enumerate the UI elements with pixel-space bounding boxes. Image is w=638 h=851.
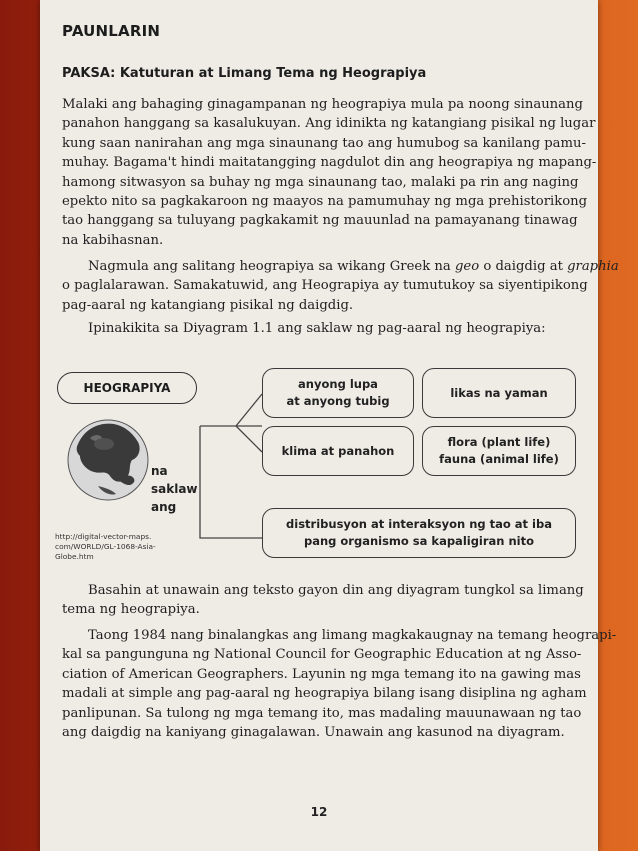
paragraph-line <box>62 257 619 276</box>
paragraph-line: pag-aaral ng katangiang pisikal ng daigdig. <box>62 297 354 313</box>
scope-box-anyong-lupa <box>262 368 414 418</box>
paragraph-line: na kabihasnan. <box>62 232 164 248</box>
paragraph-line: ang daigdig na kaniyang ginagalawan. Unawain ang kasunod na diyagram. <box>62 725 565 741</box>
section-heading: PAUNLARIN <box>62 22 161 40</box>
credit-line: com/WORLD/GL-1068-Asia- <box>55 542 156 551</box>
scope-box-flora-fauna <box>422 426 576 476</box>
paragraph-line: Taong 1984 nang binalangkas ang limang magkakaugnay na temang heograpi- <box>88 628 617 643</box>
paragraph-line: panlipunan. Sa tulong ng mga temang ito, mas madaling mauunawaan ng tao <box>62 705 582 721</box>
book-page <box>40 0 619 851</box>
credit-line: Globe.htm <box>55 552 94 561</box>
box-line: pang organismo sa kapaligiran nito <box>303 534 535 548</box>
scope-box-distribusyon <box>262 508 576 558</box>
connector-line <box>236 426 262 452</box>
credit-line: http://digital-vector-maps. <box>55 532 152 541</box>
image-credit <box>55 532 156 562</box>
box-line: at anyong tubig <box>286 394 390 408</box>
paragraph-1 <box>62 95 597 250</box>
scope-box-klima <box>262 426 414 476</box>
page-number: 12 <box>310 805 328 819</box>
diagram-1-1 <box>40 362 598 574</box>
asia-globe-icon <box>68 420 148 500</box>
paragraph-line: o paglalarawan. Samakatuwid, ang Heograpiya ay tumutukoy sa siyentipikong <box>62 278 588 294</box>
paragraph-2 <box>62 257 619 315</box>
paragraph-line: kung saan nanirahan ang mga sinaunang tao ang humubog sa kanilang pamu- <box>62 135 587 151</box>
box-line: klima at panahon <box>281 443 395 458</box>
paragraph-line: kal sa pangunguna ng National Council for Geographic Education at ng Asso- <box>62 647 582 663</box>
box-line: likas na yaman <box>450 385 548 400</box>
paragraph-line: ciation of American Geographers. Layunin ng mga temang ito na gawing mas <box>62 666 581 682</box>
text-run: o daigdig at <box>479 259 568 274</box>
paragraph-line: tema ng heograpiya. <box>62 602 200 618</box>
box-line: distribusyon at interaksyon ng tao at iba <box>286 517 552 531</box>
paragraph-4 <box>62 581 584 620</box>
paragraph-line: panahon hanggang sa kasalukuyan. Ang idinikta ng katangiang pisikal ng lugar <box>62 116 596 132</box>
box-line: anyong lupa <box>298 377 378 391</box>
topic-heading: PAKSA: Katuturan at Limang Tema ng Heograpiya <box>62 66 427 81</box>
label-line: na <box>151 464 168 478</box>
paragraph-line: tao hanggang sa tuluyang pagkakamit ng mauunlad na pamayanang tinawag <box>62 213 578 229</box>
connector-line <box>236 394 262 426</box>
paragraph-line: muhay. Bagama't hindi maitatangging nagdulot din ang heograpiya ng mapang- <box>62 155 597 171</box>
paragraph-line: hamong sitwasyon sa buhay ng mga sinaunang tao, malaki pa rin ang naging <box>62 174 579 190</box>
box-line: fauna (animal life) <box>439 452 559 466</box>
paragraph-3 <box>62 319 576 338</box>
label-line: saklaw <box>151 482 198 496</box>
paragraph-line: Malaki ang bahaging ginagampanan ng heograpiya mula pa noong sinaunang <box>62 97 583 112</box>
paragraph-line: Basahin at unawain ang teksto gayon din ang diyagram tungkol sa limang <box>88 583 584 598</box>
term-geo: geo <box>454 259 480 274</box>
paragraph-line: madali at simple ang pag-aaral ng heograpiya bilang isang disiplina ng agham <box>62 686 587 702</box>
label-line: ang <box>151 500 177 514</box>
paragraph-line: Ipinakikita sa Diyagram 1.1 ang saklaw ng pag-aaral ng heograpiya: <box>88 321 546 336</box>
heograpiya-box: HEOGRAPIYA <box>57 372 197 404</box>
scope-box-likas-na-yaman <box>422 368 576 418</box>
paragraph-5 <box>62 626 617 742</box>
paragraph-line: epekto nito sa pagkakaroon ng maayos na pamumuhay ng mga prehistorikong <box>62 194 588 210</box>
term-graphia: graphia <box>567 259 619 274</box>
na-saklaw-ang-label <box>151 462 198 516</box>
text-run: Nagmula ang salitang heograpiya sa wikang Greek na <box>88 259 455 274</box>
box-line: flora (plant life) <box>447 435 551 449</box>
